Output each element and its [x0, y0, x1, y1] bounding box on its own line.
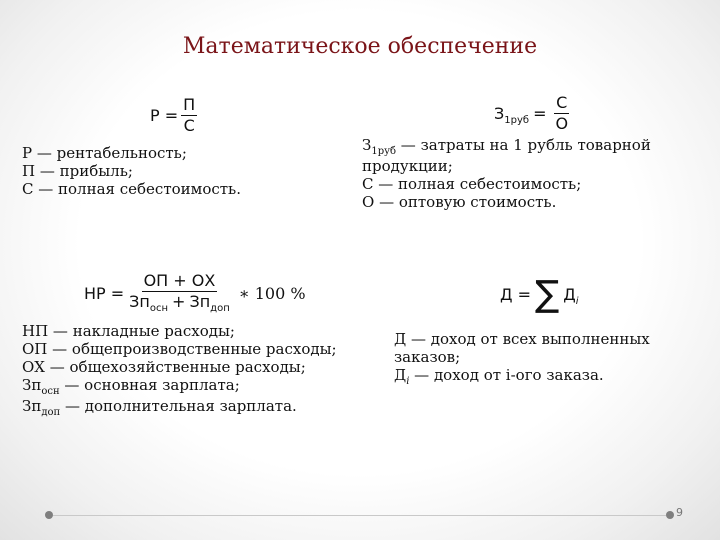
legend-line: Д — доход от всех выполненных — [394, 330, 650, 348]
cost-per-ruble-legend — [362, 136, 651, 211]
fraction-denominator — [127, 292, 232, 314]
slide-title: Математическое обеспечение — [182, 34, 538, 59]
formula-profitability — [150, 96, 200, 135]
symbol-subscript: осн — [149, 303, 169, 314]
legend-line: заказов; — [394, 348, 461, 366]
sum-term — [563, 284, 579, 307]
legend-line — [362, 136, 651, 157]
fraction-numerator: С — [556, 93, 568, 112]
symbol-base: Зп — [189, 292, 211, 311]
legend-line: О — оптовую стоимость. — [362, 193, 557, 211]
fraction — [553, 94, 570, 133]
symbol-base: Зп — [129, 292, 150, 311]
formula-income — [500, 274, 579, 315]
formula-lhs: Р = — [150, 106, 179, 125]
overhead-legend — [22, 322, 337, 418]
legend-text: — затраты на 1 рубль товарной — [396, 136, 651, 154]
fraction — [127, 272, 232, 314]
symbol-subscript: 1руб — [371, 146, 397, 157]
legend-text: — дополнительная зарплата. — [60, 397, 297, 415]
footer-left-dot — [45, 511, 53, 519]
fraction-denominator: С — [183, 116, 195, 135]
symbol-subscript: i — [406, 376, 410, 387]
symbol-subscript: доп — [210, 303, 230, 314]
profitability-legend — [22, 144, 241, 198]
formula-overhead — [84, 272, 310, 314]
symbol-subscript: доп — [41, 407, 61, 418]
legend-line: НП — накладные расходы; — [22, 322, 235, 340]
legend-text: — основная зарплата; — [59, 376, 240, 394]
fraction-numerator: ОП + ОХ — [143, 271, 216, 290]
page-number: 9 — [676, 506, 683, 519]
legend-line: С — полная себестоимость; — [362, 175, 582, 193]
legend-line — [22, 376, 337, 397]
legend-line: Р — рентабельность; — [22, 144, 187, 162]
multiplier: ∗ 100 % — [238, 283, 306, 303]
fraction — [181, 96, 197, 135]
legend-line — [22, 397, 337, 418]
symbol-base: З — [362, 136, 372, 154]
formula-cost-per-ruble — [494, 94, 573, 133]
symbol-base: Д — [563, 284, 576, 304]
symbol-base: Д — [394, 366, 407, 384]
formula-lhs — [494, 104, 530, 126]
symbol-base: Зп — [22, 376, 42, 394]
symbol-base: Зп — [22, 397, 42, 415]
formula-lhs: НР = — [84, 283, 125, 303]
fraction-denominator: О — [555, 114, 569, 133]
legend-line — [394, 366, 650, 387]
fraction-numerator: П — [183, 95, 196, 114]
income-legend — [394, 330, 650, 387]
legend-line: П — прибыль; — [22, 162, 133, 180]
legend-line: С — полная себестоимость. — [22, 180, 241, 198]
legend-line: ОХ — общехозяйственные расходы; — [22, 358, 306, 376]
footer-right-dot — [666, 511, 674, 519]
symbol-subscript: 1руб — [504, 115, 530, 126]
equals-sign: = — [533, 104, 547, 123]
symbol-subscript: i — [575, 295, 579, 307]
symbol-base: З — [494, 104, 505, 123]
plus-sign: + — [172, 292, 186, 311]
legend-line: продукции; — [362, 157, 453, 175]
symbol-subscript: осн — [41, 386, 60, 397]
sum-symbol: ∑ — [535, 274, 560, 315]
legend-line: ОП — общепроизводственные расходы; — [22, 340, 337, 358]
footer-rule — [53, 515, 666, 516]
legend-text: — доход от i-ого заказа. — [409, 366, 604, 384]
formula-lhs: Д = — [500, 284, 531, 304]
